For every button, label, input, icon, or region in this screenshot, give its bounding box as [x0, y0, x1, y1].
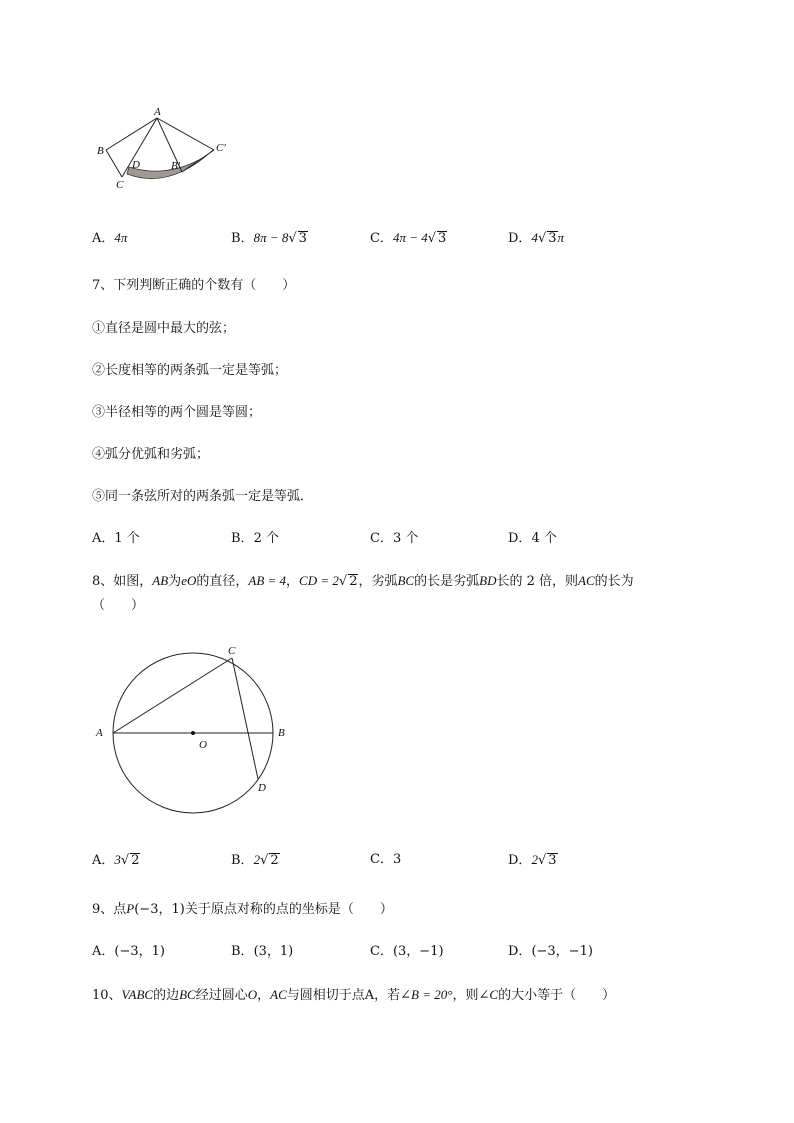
q9-stem: 9、点P(−3，1)关于原点对称的点的坐标是（ ） [92, 901, 393, 917]
q7-stem: 7、下列判断正确的个数有（ ） [92, 278, 296, 293]
segment-ab [106, 118, 157, 150]
q7-option-c[interactable]: C．3 个 [370, 531, 419, 546]
q8-option-a[interactable]: A．3√ 2 [92, 852, 140, 868]
q7-option-b[interactable]: B．2 个 [231, 531, 279, 546]
q6-option-c[interactable]: C．4π − 4√ 3 [370, 230, 447, 246]
q7-item-2: ②长度相等的两条弧一定是等弧； [92, 363, 288, 378]
label-d: D [132, 159, 140, 171]
q8-option-c[interactable]: C．3 [370, 852, 402, 867]
q10-stem: 10、VABC的边BC经过圆心O，AC与圆相切于点A，若∠B = 20°，则∠C的大小等于（ ） [92, 987, 616, 1003]
q7-item-1: ①直径是圆中最大的弦； [92, 321, 236, 336]
label-o: O [199, 739, 207, 751]
label-cp: C′ [216, 142, 226, 154]
q7-option-d[interactable]: D．4 个 [508, 531, 557, 546]
segment-acp [157, 118, 214, 150]
label-b: B [278, 727, 285, 739]
chord-cd [232, 658, 258, 779]
q9-option-c[interactable]: C．(3，−1) [370, 944, 444, 959]
q6-option-a[interactable]: A．4π [92, 230, 128, 246]
figure-sector-rotation [92, 104, 242, 196]
label-a: A [96, 727, 103, 739]
label-b: B [97, 145, 104, 157]
q7-item-3: ③半径相等的两个圆是等圆； [92, 405, 262, 420]
segment-bc [106, 150, 122, 177]
q7-item-5: ⑤同一条弦所对的两条弧一定是等弧． [92, 489, 314, 504]
q8-paren: （ ） [92, 598, 145, 613]
q6-option-d[interactable]: D．4√ 3π [508, 230, 565, 246]
q9-option-d[interactable]: D．(−3，−1) [508, 944, 593, 959]
q8-option-b[interactable]: B．2√ 2 [231, 852, 279, 868]
label-a: A [154, 106, 161, 118]
q9-option-b[interactable]: B．(3，1) [231, 944, 294, 959]
label-c: C [116, 179, 124, 191]
label-bp: B′ [171, 160, 181, 172]
q6-option-b[interactable]: B．8π − 8√ 3 [231, 230, 307, 246]
figure-circle [92, 640, 302, 815]
q7-option-a[interactable]: A．1 个 [92, 531, 140, 546]
q9-option-a[interactable]: A．(−3，1) [92, 944, 165, 959]
chord-ac [113, 658, 232, 733]
center-dot [191, 731, 195, 735]
label-c: C [228, 645, 236, 657]
q8-option-d[interactable]: D．2√ 3 [508, 852, 557, 868]
label-d: D [258, 782, 266, 794]
segment-bpcp [182, 150, 214, 172]
q7-item-4: ④弧分优弧和劣弧； [92, 447, 210, 462]
q8-stem: 8、如图，AB为eO的直径，AB = 4，CD = 2√ 2，劣弧BC的长是劣弧BD长的 2 倍，则AC的长为 [92, 573, 634, 589]
